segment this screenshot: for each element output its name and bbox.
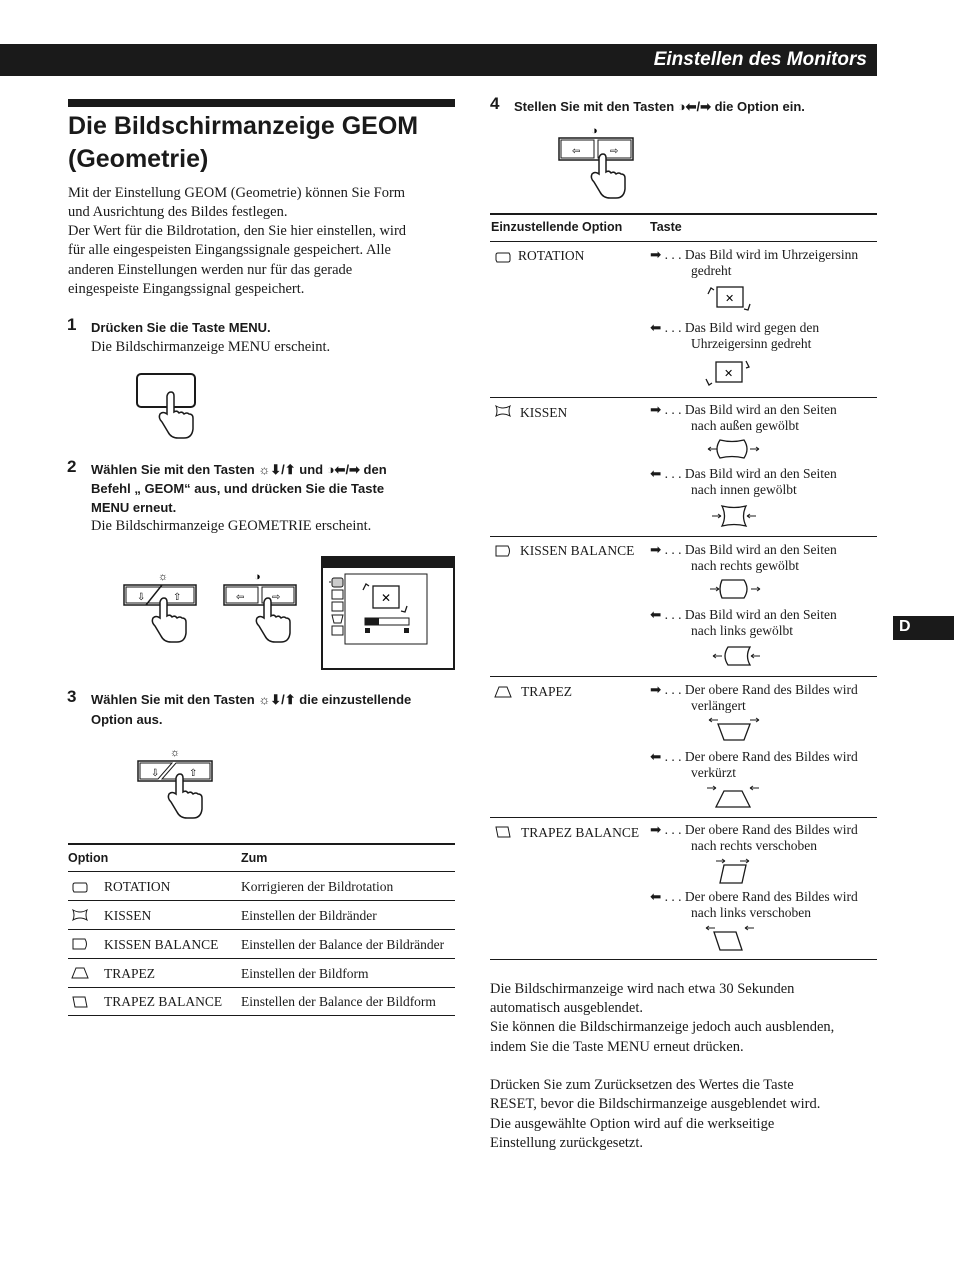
left-key-description: nach innen gewölbt — [691, 482, 797, 497]
option-purpose: Einstellen der Bildform — [241, 966, 369, 981]
right-key-description: ➡ . . . Der obere Rand des Bildes wird — [650, 822, 858, 837]
table-rule — [68, 958, 455, 959]
column-header: Zum — [241, 851, 268, 865]
svg-text:✕: ✕ — [725, 293, 735, 305]
table-rule — [68, 900, 455, 901]
text-line: Sie können die Bildschirmanzeige jedoch auch ausblenden, — [490, 1019, 835, 1035]
option-purpose: Korrigieren der Bildrotation — [241, 879, 394, 894]
table-rule — [490, 676, 877, 677]
svg-text:⇩: ⇩ — [151, 768, 160, 779]
table-rule — [68, 929, 455, 930]
right-key-description: nach rechts gewölbt — [691, 558, 799, 573]
option-purpose: Einstellen der Bildränder — [241, 908, 377, 923]
trapezoid-wider-top-illustration — [706, 716, 762, 744]
parallelogram-icon — [494, 826, 512, 838]
title-rule — [68, 99, 455, 107]
table-rule — [490, 536, 877, 537]
option-name: ROTATION — [518, 248, 585, 263]
intro-line: anderen Einstellungen werden nur für das gerade — [68, 262, 353, 278]
svg-text:⇨: ⇨ — [272, 592, 281, 603]
trapezoid-narrower-top-illustration — [704, 783, 762, 811]
column-header: Taste — [650, 220, 682, 234]
table-rule — [490, 241, 877, 242]
svg-text:◑: ◑ — [254, 571, 261, 583]
table-rule — [68, 987, 455, 988]
parallelogram-icon — [71, 996, 89, 1008]
step-number: 1 — [67, 315, 77, 334]
geometry-menu-screen-illustration — [321, 556, 455, 670]
table-rule — [490, 213, 877, 215]
left-key-description: verkürzt — [691, 765, 736, 780]
step-text: MENU erneut. — [91, 500, 177, 515]
svg-text:☼: ☼ — [170, 747, 181, 759]
pin-balance-left-illustration — [710, 644, 764, 668]
brightness-buttons-illustration — [136, 744, 218, 824]
trapezoid-icon — [494, 686, 512, 698]
brightness-buttons-illustration — [120, 568, 202, 648]
section-title: Einstellen des Monitors — [653, 49, 867, 70]
option-name: KISSEN BALANCE — [520, 543, 635, 558]
left-key-description: ⬅ . . . Der obere Rand des Bildes wird — [650, 749, 858, 764]
step-number: 3 — [67, 687, 77, 706]
right-key-description: ➡ . . . Das Bild wird an den Seiten — [650, 542, 837, 557]
intro-line: und Ausrichtung des Bildes festlegen. — [68, 204, 288, 220]
text-line: automatisch ausgeblendet. — [490, 1000, 644, 1016]
svg-text:⇦: ⇦ — [572, 146, 581, 157]
left-key-description: ⬅ . . . Das Bild wird an den Seiten — [650, 607, 837, 622]
rotation-icon — [494, 251, 512, 263]
text-line: Die Bildschirmanzeige wird nach etwa 30 Sekunden — [490, 981, 795, 997]
step-subtext: Die Bildschirmanzeige GEOMETRIE erscheint. — [91, 518, 372, 534]
parallelogram-left-illustration — [702, 923, 758, 953]
svg-text:⇧: ⇧ — [173, 592, 182, 603]
intro-line: eingespeiste Eingangssignal gespeichert. — [68, 281, 305, 297]
option-purpose: Einstellen der Balance der Bildränder — [241, 937, 445, 952]
svg-text:✕: ✕ — [381, 591, 392, 605]
text-line: Die ausgewählte Option wird auf die werkseitige — [490, 1116, 775, 1132]
text-line: Drücken Sie zum Zurücksetzen des Wertes die Taste — [490, 1077, 794, 1093]
table-rule — [68, 843, 455, 845]
left-key-description: nach links verschoben — [691, 905, 811, 920]
option-name: KISSEN BALANCE — [104, 937, 219, 952]
parallelogram-right-illustration — [712, 856, 758, 886]
svg-text:✕: ✕ — [724, 368, 734, 380]
pincushion-inward-illustration — [710, 504, 760, 528]
step-number: 2 — [67, 457, 77, 476]
step-subtext: Die Bildschirmanzeige MENU erscheint. — [91, 339, 331, 355]
option-purpose: Einstellen der Balance der Bildform — [241, 994, 436, 1009]
step-text: Stellen Sie mit den Tasten ◑⬅/➡ die Option ein. — [514, 99, 805, 114]
text-line: Einstellung zurückgesetzt. — [490, 1135, 644, 1151]
right-key-description: ➡ . . . Der obere Rand des Bildes wird — [650, 682, 858, 697]
menu-button-illustration — [134, 372, 200, 442]
table-rule — [490, 397, 877, 398]
option-name: TRAPEZ — [521, 684, 573, 699]
text-line: indem Sie die Taste MENU erneut drücken. — [490, 1039, 744, 1055]
text-line: RESET, bevor die Bildschirmanzeige ausgeblendet wird. — [490, 1096, 821, 1112]
right-key-description: nach rechts verschoben — [691, 838, 817, 853]
intro-line: Der Wert für die Bildrotation, den Sie hier einstellen, wird — [68, 223, 407, 239]
language-tab-label: D — [899, 618, 911, 635]
trapezoid-icon — [71, 967, 89, 979]
rotation-icon — [71, 881, 89, 893]
svg-text:⇩: ⇩ — [137, 592, 146, 603]
pincushion-icon — [494, 405, 512, 417]
column-header: Einzustellende Option — [491, 220, 623, 234]
table-rule — [68, 1015, 455, 1016]
step-text: Option aus. — [91, 712, 163, 727]
svg-text:⇨: ⇨ — [610, 146, 619, 157]
option-name: TRAPEZ BALANCE — [104, 994, 223, 1009]
right-key-description: nach außen gewölbt — [691, 418, 799, 433]
option-name: TRAPEZ BALANCE — [521, 825, 640, 840]
intro-line: für alle eingespeisten Eingangssignale gespeichert. Alle — [68, 242, 391, 258]
pin-balance-icon — [494, 545, 512, 557]
step-number: 4 — [490, 94, 500, 113]
svg-text:☼: ☼ — [158, 571, 169, 583]
rotate-clockwise-illustration — [704, 282, 754, 314]
svg-text:◑: ◑ — [591, 125, 598, 137]
contrast-buttons-illustration — [557, 124, 637, 204]
contrast-buttons-illustration — [222, 568, 300, 648]
step-text: Wählen Sie mit den Tasten ☼⬇/⬆ die einzustellende — [91, 692, 412, 707]
option-name: KISSEN — [104, 908, 152, 923]
table-rule — [490, 959, 877, 960]
step-text: Wählen Sie mit den Tasten ☼⬇/⬆ und ◑⬅/➡ den — [91, 462, 387, 477]
right-key-description: verlängert — [691, 698, 746, 713]
rotate-counterclockwise-illustration — [703, 357, 753, 389]
left-key-description: ⬅ . . . Das Bild wird an den Seiten — [650, 466, 837, 481]
column-header: Option — [68, 851, 109, 865]
intro-line: Mit der Einstellung GEOM (Geometrie) können Sie Form — [68, 185, 406, 201]
left-key-description: Uhrzeigersinn gedreht — [691, 336, 812, 351]
table-rule — [490, 817, 877, 818]
step-text: Befehl „ GEOM“ aus, und drücken Sie die Taste — [91, 481, 385, 496]
page-title: Die Bildschirmanzeige GEOM (Geometrie) — [68, 112, 419, 173]
left-key-description: nach links gewölbt — [691, 623, 793, 638]
option-name: KISSEN — [520, 405, 568, 420]
section-header-bar — [0, 44, 877, 76]
step-text: Drücken Sie die Taste MENU. — [91, 320, 271, 335]
right-key-description: gedreht — [691, 263, 732, 278]
svg-text:⇧: ⇧ — [189, 768, 198, 779]
language-tab — [893, 616, 954, 640]
table-rule — [68, 871, 455, 872]
option-name: TRAPEZ — [104, 966, 156, 981]
left-key-description: ⬅ . . . Der obere Rand des Bildes wird — [650, 889, 858, 904]
left-key-description: ⬅ . . . Das Bild wird gegen den — [650, 320, 820, 335]
svg-text:⇦: ⇦ — [236, 592, 245, 603]
pin-balance-icon — [71, 938, 89, 950]
option-name: ROTATION — [104, 879, 171, 894]
right-key-description: ➡ . . . Das Bild wird im Uhrzeigersinn — [650, 247, 859, 262]
pin-balance-right-illustration — [708, 577, 764, 601]
pincushion-outward-illustration — [706, 437, 764, 461]
pincushion-icon — [71, 909, 89, 921]
right-key-description: ➡ . . . Das Bild wird an den Seiten — [650, 402, 837, 417]
